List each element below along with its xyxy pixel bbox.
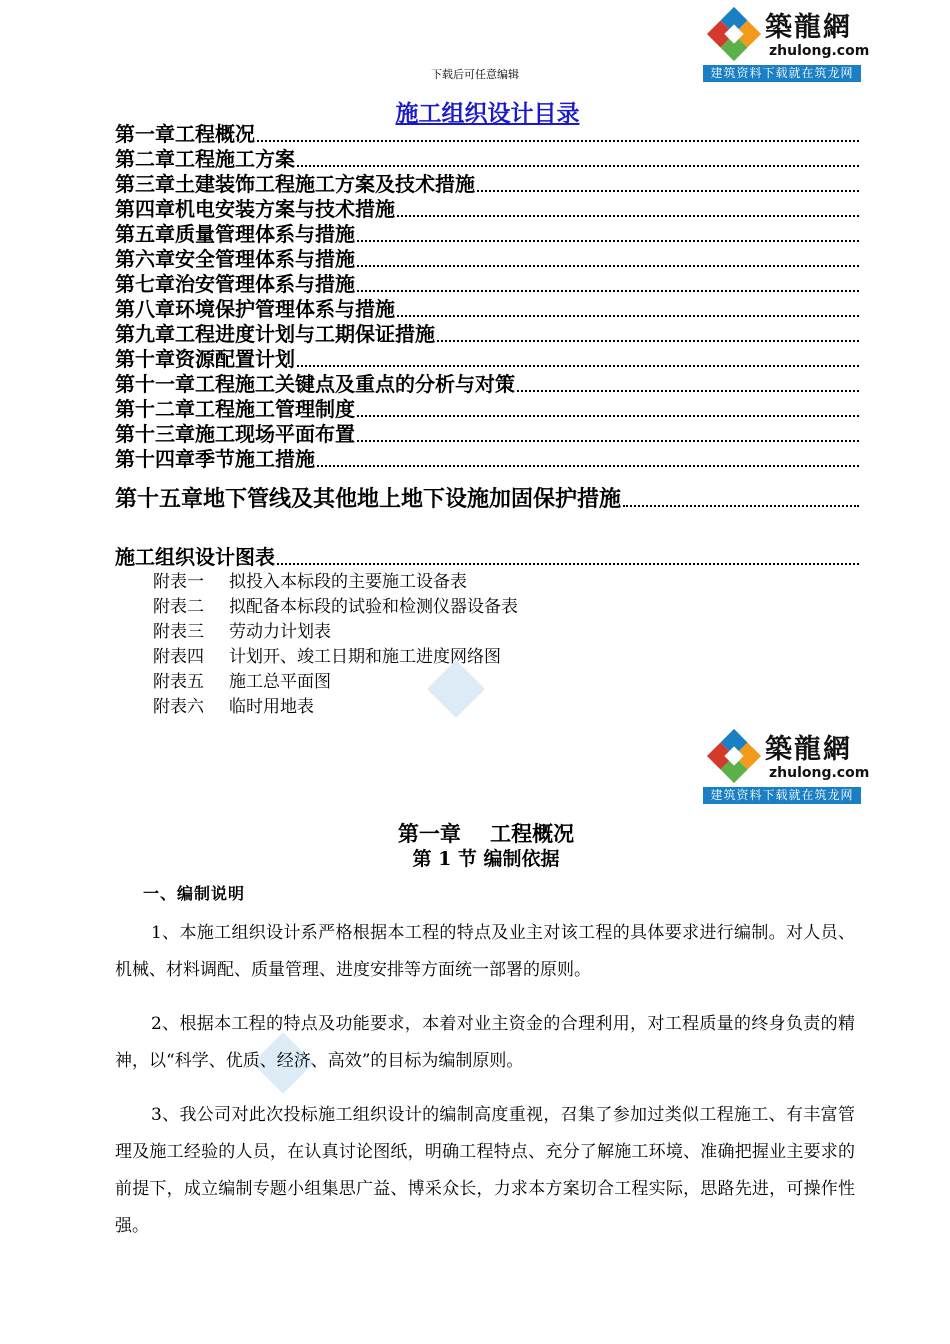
zhulong-logo-icon	[705, 5, 763, 63]
appendix-item[interactable]	[153, 595, 518, 620]
subsection-title: 一、编制说明	[143, 884, 246, 903]
toc-leader-dots	[477, 190, 859, 192]
toc-leader-dots	[623, 505, 859, 507]
toc-entry[interactable]	[115, 422, 859, 447]
toc-entry-number: 第三章	[115, 172, 175, 196]
toc-title: 施工组织设计目录	[395, 100, 580, 127]
toc-entry[interactable]	[115, 480, 859, 512]
toc-entry[interactable]	[115, 447, 859, 472]
toc-entry-title: 工程概况	[175, 122, 255, 146]
toc-entry-title: 施工现场平面布置	[195, 422, 355, 446]
appendix-title: 施工总平面图	[229, 672, 331, 692]
toc-leader-dots	[357, 265, 859, 267]
toc-entry-title: 工程施工方案	[175, 147, 295, 171]
zhulong-logo	[703, 725, 870, 803]
toc-leader-dots	[357, 240, 859, 242]
toc-entry[interactable]	[115, 372, 859, 397]
toc-entry[interactable]	[115, 147, 859, 172]
paragraph: 2、根据本工程的特点及功能要求，本着对业主资金的合理利用，对工程质量的终身负责的精神，以“科学、优质、经济、高效”的目标为编制原则。	[115, 1014, 855, 1071]
appendix-label: 附表三	[153, 622, 204, 642]
toc-entry-title: 质量管理体系与措施	[175, 222, 355, 246]
toc-entry-title: 资源配置计划	[175, 347, 295, 371]
appendix-label: 附表一	[153, 572, 204, 592]
toc-entry-number: 第一章	[115, 122, 175, 146]
logo-brand-text: 築龍網	[765, 12, 852, 43]
appendix-list	[153, 570, 518, 720]
toc-leader-dots	[297, 365, 859, 367]
logo-brand-text: 築龍網	[765, 734, 852, 765]
appendix-label: 附表五	[153, 672, 204, 692]
toc-entry-title: 土建装饰工程施工方案及技术措施	[175, 172, 475, 196]
figures-heading[interactable]	[115, 545, 859, 570]
chapter-title: 第一章 工程概况	[397, 821, 575, 846]
toc-entry-number: 第十章	[115, 347, 175, 371]
logo-slogan: 建筑资料下载就在筑龙网	[703, 65, 861, 82]
toc-entry[interactable]	[115, 322, 859, 347]
figures-heading-text: 施工组织设计图表	[115, 545, 275, 569]
toc-list	[115, 122, 859, 512]
toc-entry[interactable]	[115, 222, 859, 247]
toc-leader-dots	[357, 290, 859, 292]
appendix-item[interactable]	[153, 620, 518, 645]
toc-leader-dots	[357, 440, 859, 442]
appendix-title: 临时用地表	[229, 697, 314, 717]
logo-url-text: zhulong.com	[769, 43, 870, 59]
toc-entry-number: 第七章	[115, 272, 175, 296]
toc-leader-dots	[397, 315, 859, 317]
toc-entry[interactable]	[115, 297, 859, 322]
paragraph: 1、本施工组织设计系严格根据本工程的特点及业主对该工程的具体要求进行编制。对人员、机械、材料调配、质量管理、进度安排等方面统一部署的原则。	[115, 923, 855, 980]
appendix-item[interactable]	[153, 670, 518, 695]
toc-entry-number: 第十二章	[115, 397, 195, 421]
appendix-title: 拟投入本标段的主要施工设备表	[229, 572, 467, 592]
toc-entry[interactable]	[115, 172, 859, 197]
toc-leader-dots	[257, 140, 859, 142]
toc-entry-number: 第十四章	[115, 447, 195, 471]
toc-entry-number: 第十五章	[115, 487, 204, 512]
logo-url-text: zhulong.com	[769, 765, 870, 781]
toc-leader-dots	[357, 415, 859, 417]
appendix-item[interactable]	[153, 570, 518, 595]
toc-leader-dots	[437, 340, 859, 342]
paragraph: 3、我公司对此次投标施工组织设计的编制高度重视，召集了参加过类似工程施工、有丰富管理及施工经验的人员，在认真讨论图纸，明确工程特点、充分了解施工环境、准确把握业主要求的前提下，成立编制专题小组集思广益、博采众长，力求本方案切合工程实际，思路先进，可操作性强。	[115, 1105, 855, 1236]
toc-entry[interactable]	[115, 122, 859, 147]
zhulong-logo-icon	[705, 727, 763, 785]
appendix-title: 劳动力计划表	[229, 622, 331, 642]
toc-entry-number: 第九章	[115, 322, 175, 346]
toc-leader-dots	[317, 465, 859, 467]
toc-entry-number: 第十一章	[115, 372, 195, 396]
appendix-label: 附表六	[153, 697, 204, 717]
appendix-item[interactable]	[153, 695, 518, 720]
toc-entry[interactable]	[115, 272, 859, 297]
appendix-item[interactable]	[153, 645, 518, 670]
toc-entry-title: 地下管线及其他地上地下设施加固保护措施	[203, 487, 622, 512]
toc-entry-number: 第五章	[115, 222, 175, 246]
toc-entry-number: 第十三章	[115, 422, 195, 446]
toc-entry-title: 环境保护管理体系与措施	[175, 297, 395, 321]
body-text	[115, 915, 855, 1253]
toc-leader-dots	[277, 563, 859, 565]
toc-entry[interactable]	[115, 347, 859, 372]
toc-entry-number: 第八章	[115, 297, 175, 321]
appendix-label: 附表四	[153, 647, 204, 667]
toc-entry-title: 治安管理体系与措施	[175, 272, 355, 296]
toc-entry[interactable]	[115, 247, 859, 272]
toc-entry[interactable]	[115, 197, 859, 222]
toc-entry-title: 季节施工措施	[195, 447, 315, 471]
appendix-title: 拟配备本标段的试验和检测仪器设备表	[229, 597, 518, 617]
logo-slogan: 建筑资料下载就在筑龙网	[703, 787, 861, 804]
toc-leader-dots	[517, 390, 859, 392]
appendix-title: 计划开、竣工日期和施工进度网络图	[229, 647, 501, 667]
toc-entry-title: 工程施工管理制度	[195, 397, 355, 421]
toc-entry-title: 工程进度计划与工期保证措施	[175, 322, 435, 346]
toc-leader-dots	[297, 165, 859, 167]
toc-entry-title: 机电安装方案与技术措施	[175, 197, 395, 221]
appendix-label: 附表二	[153, 597, 204, 617]
toc-entry-title: 工程施工关键点及重点的分析与对策	[195, 372, 515, 396]
toc-entry-number: 第四章	[115, 197, 175, 221]
toc-entry-title: 安全管理体系与措施	[175, 247, 355, 271]
toc-leader-dots	[397, 215, 859, 217]
section-title: 第 1 节 编制依据	[412, 848, 560, 870]
header-note: 下载后可任意编辑	[431, 68, 519, 81]
toc-entry-number: 第二章	[115, 147, 175, 171]
toc-entry[interactable]	[115, 397, 859, 422]
toc-entry-number: 第六章	[115, 247, 175, 271]
